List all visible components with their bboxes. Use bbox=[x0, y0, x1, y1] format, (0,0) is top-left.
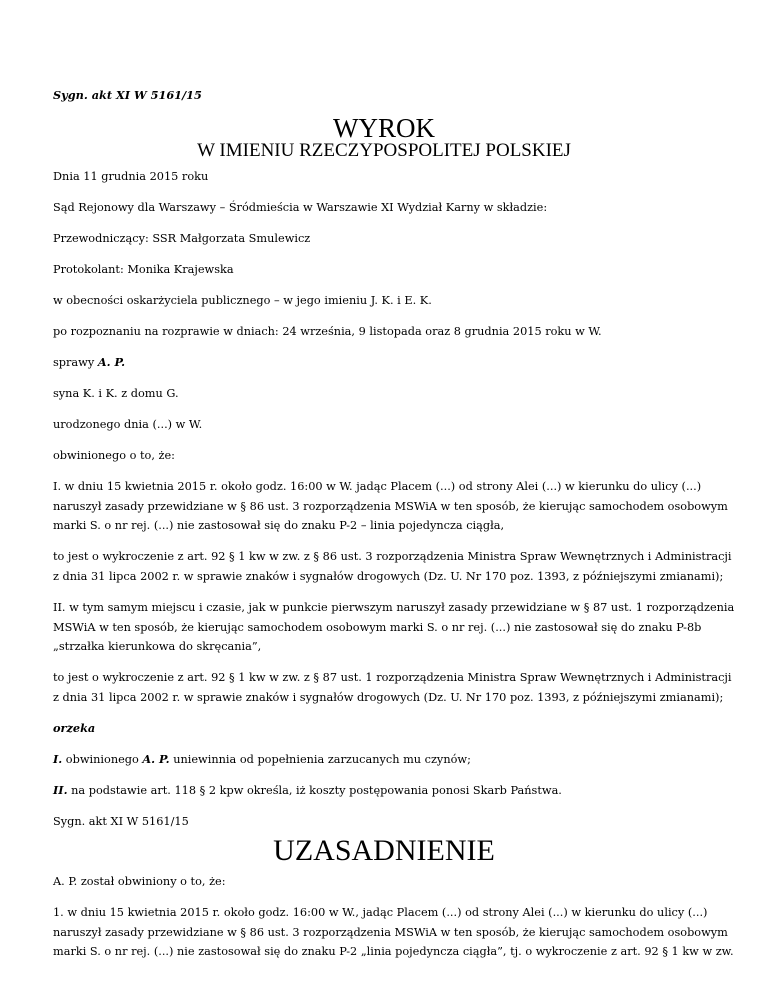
ruling-2-number: II. bbox=[53, 783, 68, 797]
presiding-judge: Przewodniczący: SSR Małgorzata Smulewicz bbox=[53, 232, 311, 245]
charge-1 bbox=[53, 477, 728, 536]
justification-intro: A. P. został obwiniony o to, że: bbox=[53, 875, 226, 888]
charge-2-line-1: II. w tym samym miejscu i czasie, jak w punkcie pierwszym naruszył zasady przewidziane w § 87 ust. 1 rozporządzenia bbox=[53, 601, 735, 614]
justification-1-line-3: marki S. o nr rej. (...) nie zastosował się do znaku P-2 „linia pojedyncza ciągła”, tj. o wykroczenie z art. 92 § 1 kw w zw. bbox=[53, 945, 734, 959]
qualification-2-line-1: to jest o wykroczenie z art. 92 § 1 kw w zw. z § 87 ust. 1 rozporządzenia Ministra Spraw Wewnętrznych i Administracji bbox=[53, 671, 732, 684]
qualification-2-line-2: z dnia 31 lipca 2002 r. w sprawie znaków i sygnałów drogowych (Dz. U. Nr 170 poz. 1393, z późniejszymi zmianami); bbox=[53, 690, 724, 704]
charge-1-line-1: I. w dniu 15 kwietnia 2015 r. około godz. 16:00 w W. jadąc Placem (...) od strony Alei (...) w kierunku do ulicy (...) bbox=[53, 480, 702, 493]
justification-1-line-1: 1. w dniu 15 kwietnia 2015 r. około godz. 16:00 w W., jadąc Placem (...) od strony Alei (...) w kierunku do ulicy (...) bbox=[53, 906, 708, 919]
verdict-subtitle: W IMIENIU RZECZYPOSPOLITEJ POLSKIEJ bbox=[197, 140, 571, 161]
justification-item-1 bbox=[53, 903, 734, 962]
birth-line: urodzonego dnia (...) w W. bbox=[53, 418, 203, 431]
charge-1-line-3: marki S. o nr rej. (...) nie zastosował się do znaku P-2 – linia pojedyncza ciągła, bbox=[53, 519, 505, 533]
ruling-1-text-b: uniewinnia od popełnienia zarzucanych mu czynów; bbox=[169, 753, 471, 766]
case-signature-top: Sygn. akt XI W 5161/15 bbox=[53, 88, 202, 102]
case-signature-bottom: Sygn. akt XI W 5161/15 bbox=[53, 815, 189, 828]
case-prefix: sprawy bbox=[53, 356, 98, 369]
date-line: Dnia 11 grudnia 2015 roku bbox=[53, 170, 209, 183]
charge-2-line-3: „strzałka kierunkowa do skręcania”, bbox=[53, 640, 262, 654]
ruling-heading: orzeka bbox=[53, 721, 96, 735]
ruling-item-1 bbox=[53, 750, 715, 770]
accused-name: A. P. bbox=[97, 355, 126, 369]
accused-intro: obwinionego o to, że: bbox=[53, 449, 175, 462]
ruling-item-2 bbox=[53, 781, 715, 801]
recorder: Protokolant: Monika Krajewska bbox=[53, 263, 234, 276]
prosecutor-line: w obecności oskarżyciela publicznego – w jego imieniu J. K. i E. K. bbox=[53, 294, 432, 307]
parentage-line: syna K. i K. z domu G. bbox=[53, 387, 179, 400]
ruling-1-number: I. bbox=[53, 752, 63, 766]
justification-1-line-2: naruszył zasady przewidziane w § 86 ust. 3 rozporządzenia MSWiA w ten sposób, że kierując samochodem osobowym bbox=[53, 925, 728, 939]
verdict-title: WYROK bbox=[333, 113, 435, 143]
qualification-1-line-2: z dnia 31 lipca 2002 r. w sprawie znaków i sygnałów drogowych (Dz. U. Nr 170 poz. 1393, z późniejszymi zmianami); bbox=[53, 569, 724, 583]
court-line: Sąd Rejonowy dla Warszawy – Śródmieścia w Warszawie XI Wydział Karny w składzie: bbox=[53, 201, 548, 214]
qualification-2 bbox=[53, 668, 732, 707]
charge-1-line-2: naruszył zasady przewidziane w § 86 ust. 3 rozporządzenia MSWiA w ten sposób, że kierując samochodem osobowym bbox=[53, 499, 728, 513]
ruling-2-text: na podstawie art. 118 § 2 kpw określa, iż koszty postępowania ponosi Skarb Państwa. bbox=[67, 784, 562, 797]
charge-2-line-2: MSWiA w ten sposób, że kierując samochodem osobowym marki S. o nr rej. (...) nie zastosował się do znaku P-8b bbox=[53, 620, 702, 634]
ruling-1-name: A. P. bbox=[142, 752, 170, 766]
hearing-dates: po rozpoznaniu na rozprawie w dniach: 24 września, 9 listopada oraz 8 grudnia 2015 roku w W. bbox=[53, 325, 602, 338]
qualification-1-line-1: to jest o wykroczenie z art. 92 § 1 kw w zw. z § 86 ust. 3 rozporządzenia Ministra Spraw Wewnętrznych i Administracji bbox=[53, 550, 732, 563]
case-line bbox=[53, 353, 715, 373]
charge-2 bbox=[53, 598, 735, 657]
ruling-1-text-a: obwinionego bbox=[62, 753, 143, 766]
qualification-1 bbox=[53, 547, 732, 586]
justification-title: UZASADNIENIE bbox=[273, 834, 495, 867]
